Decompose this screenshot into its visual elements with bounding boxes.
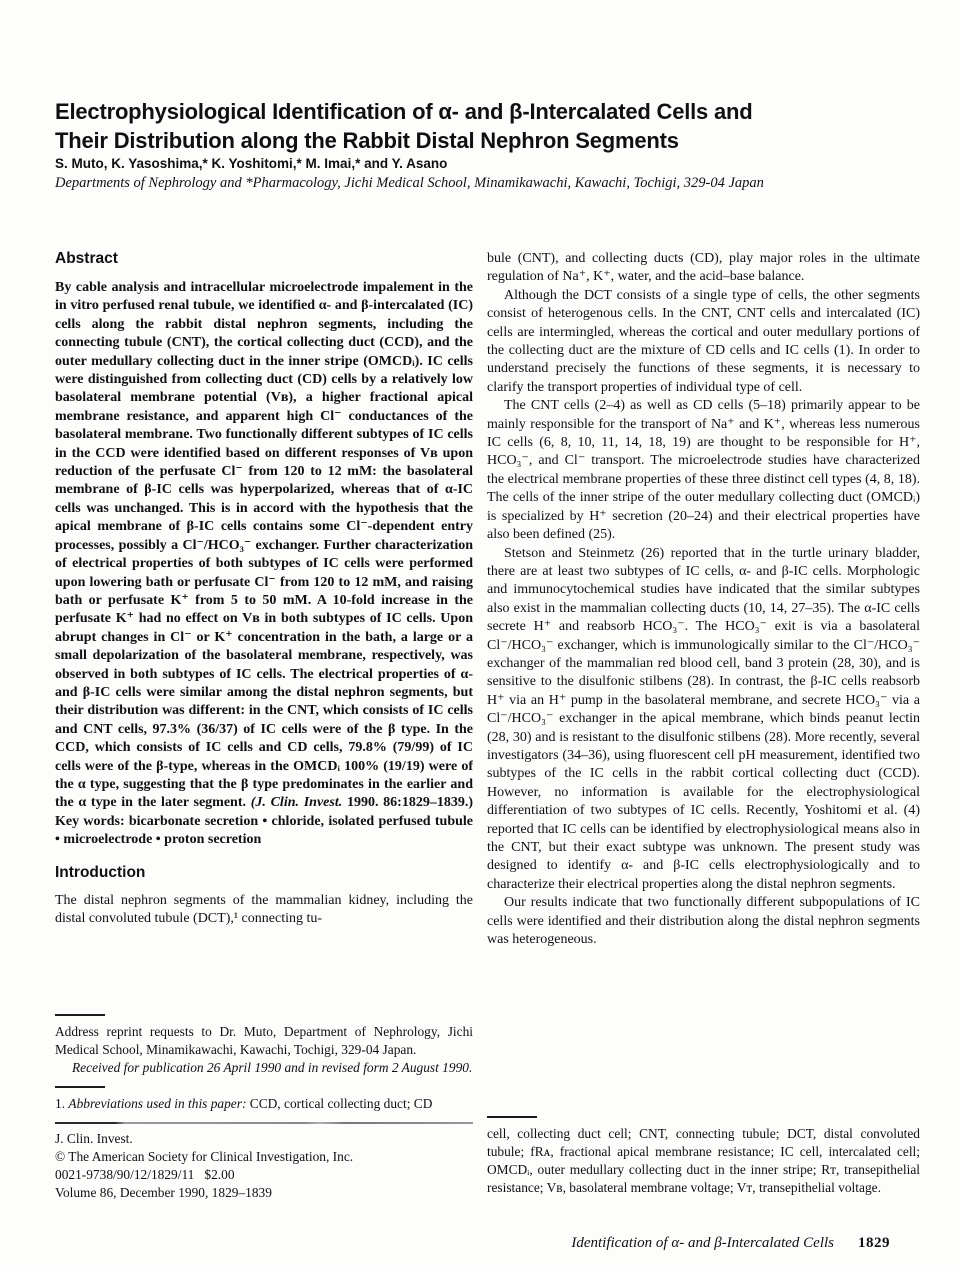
footnote-rule	[487, 1116, 537, 1118]
abstract-citation-rest: 1990. 86:1829–1839.)	[342, 795, 473, 811]
introduction-paragraph: The distal nephron segments of the mammalian kidney, including the distal convoluted tubule (DCT),¹ connecting tu-	[55, 892, 473, 926]
right-column	[487, 250, 920, 949]
running-title: Identification of α- and β-Intercalated Cells	[571, 1235, 834, 1251]
journal-issn-price: 0021-9738/90/12/1829/11 $2.00	[55, 1167, 235, 1182]
title-line-2: Their Distribution along the Rabbit Distal Nephron Segments	[55, 127, 679, 153]
body-paragraph: Stetson and Steinmetz (26) reported that in the turtle urinary bladder, there are at least two subtypes of IC cells, α- and β-IC cells. Morphologic and immunocytochemical studies have indicated that the similar subtypes also exist in the mammalian collecting ducts (10, 14, 27–35). The α-IC cells secrete H⁺ and reabsorb HCO₃⁻. The HCO₃⁻ exit is via a basolateral Cl⁻/HCO₃⁻ exchanger, which is immunologically similar to the Cl⁻/HCO₃⁻ exchanger of the mammalian red blood cell, band 3 protein (28, 30), and is sensitive to the disulfonic stilbens (28). In contrast, the β-IC cells reabsorb H⁺ via an H⁺ pump in the basolateral membrane, and secrete HCO₃⁻ via a Cl⁻/HCO₃⁻ exchanger in the apical membrane, which binds peanut lectin (28, 30) and is resistant to the disulfonic stilbens (28). More recently, several investigators (34–36), using fluorescent cell pH measurement, identified two subtypes of the IC cells in the rabbit cortical collecting duct (CCD). However, no information is available for the electrophysiological differentiation of two subtypes of IC cells. Recently, Yoshitomi et al. (4) reported that IC cells can be identified by electrophysiological means also in the CNT, but their exact subtype was unknown. The present study was designed to identify α- and β-IC cells electrophysiologically and to characterize their electrical properties along the distal nephron segments.	[487, 545, 920, 892]
abstract-heading: Abstract	[55, 250, 118, 267]
abbreviation-text: CCD, cortical collecting duct; CD	[246, 1096, 433, 1111]
footnote-rule	[55, 1086, 105, 1088]
page-title	[55, 97, 845, 155]
right-footnote-block	[487, 1116, 920, 1197]
address-footnote: Address reprint requests to Dr. Muto, Department of Nephrology, Jichi Medical School, Minamikawachi, Kawachi, Tochigi, 329-04 Japan.	[55, 1024, 473, 1057]
journal-info-block	[55, 1130, 473, 1202]
left-footnote-block	[55, 1014, 473, 1202]
body-paragraph: The CNT cells (2–4) as well as CD cells (5–18) primarily appear to be mainly responsible for the transport of Na⁺ and K⁺, whereas less numerous IC cells (6, 8, 10, 11, 14, 18, 19) are thought to be responsible for H⁺, HCO₃⁻, and Cl⁻ transport. The microelectrode studies have characterized the electrical membrane properties of these three distinct cell types (4, 8, 18). The cells of the inner stripe of the outer medullary collecting duct (OMCDᵢ) is specialized by H⁺ secretion (20–24) and their electrical properties have also been defined (25).	[487, 398, 920, 543]
footnote-rule	[55, 1014, 105, 1016]
keywords-text: bicarbonate secretion • chloride, isolated perfused tubule • microelectrode • proton secretion	[55, 813, 473, 848]
received-footnote: Received for publication 26 April 1990 and in revised form 2 August 1990.	[72, 1060, 473, 1075]
journal-divider-rule	[55, 1122, 473, 1124]
keywords-label: Key words:	[55, 813, 125, 829]
page-number: 1829	[858, 1235, 890, 1251]
journal-copyright: © The American Society for Clinical Investigation, Inc.	[55, 1149, 354, 1164]
authors-line: S. Muto, K. Yasoshima,* K. Yoshitomi,* M. Imai,* and Y. Asano	[55, 156, 448, 171]
introduction-heading: Introduction	[55, 863, 146, 881]
affiliation-line: Departments of Nephrology and *Pharmacology, Jichi Medical School, Minamikawachi, Kawachi, Tochigi, 329-04 Japan	[55, 175, 764, 191]
abstract-paragraph	[55, 279, 473, 850]
journal-volume: Volume 86, December 1990, 1829–1839	[55, 1185, 272, 1200]
journal-name: J. Clin. Invest.	[55, 1131, 133, 1146]
abbreviations-footnote	[55, 1095, 473, 1113]
body-paragraph: bule (CNT), and collecting ducts (CD), play major roles in the ultimate regulation of Na⁺, K⁺, water, and the acid–base balance.	[487, 251, 920, 285]
abbreviations-footnote-continued: cell, collecting duct cell; CNT, connecting tubule; DCT, distal convoluted tubule; fRᴀ, fractional apical membrane resistance; IC cell, intercalated cell; OMCDᵢ, outer medullary collecting duct in the inner stripe; Rᴛ, transepithelial resistance; Vʙ, basolateral membrane voltage; Vᴛ, transepithelial voltage.	[487, 1126, 920, 1195]
body-paragraph: Although the DCT consists of a single type of cells, the other segments consist of heterogenous cells. In the CNT, CNT cells and intercalated (IC) cells are intermingled, whereas the cortical and outer medullary portions of the collecting duct are the mixture of CD cells and IC cells (1). In order to understand precisely the functions of these segments, it is necessary to clarify the transport properties of individual type of cell.	[487, 287, 920, 395]
page-footer	[487, 1234, 890, 1252]
abbreviation-number: 1.	[55, 1096, 69, 1111]
abstract-text: By cable analysis and intracellular microelectrode impalement in the in vitro perfused renal tubule, we identified α- and β-intercalated (IC) cells along the rabbit distal nephron segments, including the connecting tubule (CNT), the cortical collecting duct (CCD), and the outer medullary collecting duct in the inner stripe (OMCDᵢ). IC cells were distinguished from collecting duct (CD) cells by a relatively low basolateral membrane potential (Vʙ), a higher fractional apical membrane resistance, and apparent high Cl⁻ conductances of the basolateral membrane. Two functionally different subtypes of IC cells in the CCD were identified based on different responses of Vʙ upon reduction of the perfusate Cl⁻ from 120 to 12 mM: the basolateral membrane of β-IC cells was hyperpolarized, whereas that of α-IC cells was unchanged. This is in accord with the hypothesis that the apical membrane of β-IC cells contains some Cl⁻-dependent entry processes, possibly a Cl⁻/HCO₃⁻ exchanger. Further characterization of electrical properties of both subtypes of IC cells were performed upon lowering bath or perfusate Cl⁻ from 120 to 12 mM, and raising bath or perfusate K⁺ from 5 to 50 mM. A 10-fold increase in the perfusate K⁺ had no effect on Vʙ in both subtypes of IC cells. Upon abrupt changes in Cl⁻ or K⁺ concentration in the bath, a large or a small depolarization of the basolateral membrane, respectively, was observed in both subtypes of IC cells. The electrical properties of α- and β-IC cells were similar among the distal nephron segments, but their distribution was different: in the CNT, which consists of IC cells and CNT cells, 97.3% (36/37) of IC cells were of the β type. In the CCD, which consists of IC cells and CD cells, 79.8% (79/99) of IC cells were of the β-type, whereas in the OMCDᵢ 100% (19/19) were of the α type, suggesting that the β type predominates in the earlier and the α type in the later segment.	[55, 280, 473, 811]
title-line-1: Electrophysiological Identification of α- and β-Intercalated Cells and	[55, 98, 753, 124]
body-paragraph: Our results indicate that two functionally different subpopulations of IC cells were identified and their distribution along the distal nephron segments was heterogeneous.	[487, 895, 920, 948]
abstract-citation-journal: (J. Clin. Invest.	[250, 795, 343, 811]
left-column	[55, 250, 473, 928]
abbreviation-label: Abbreviations used in this paper:	[68, 1096, 247, 1111]
